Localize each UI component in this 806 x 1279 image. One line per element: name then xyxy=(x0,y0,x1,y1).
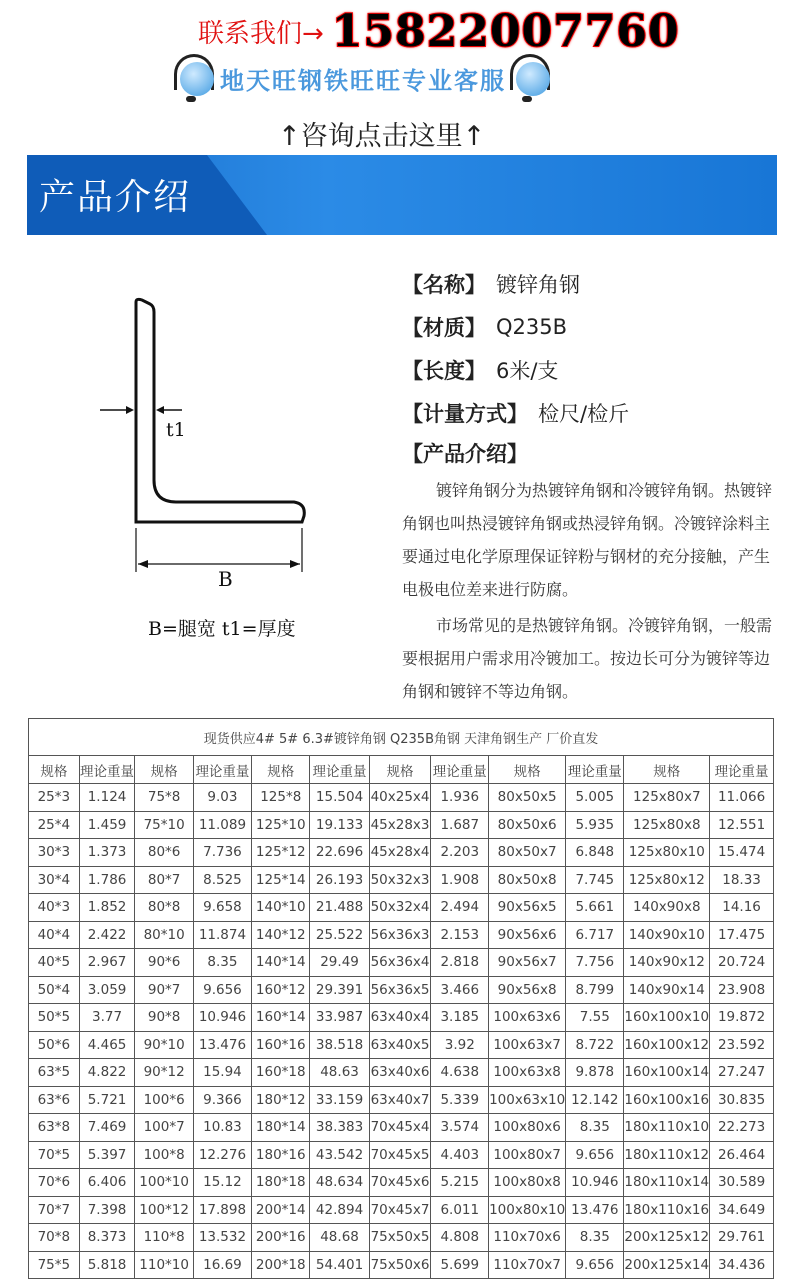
contact-banner[interactable] xyxy=(198,6,680,57)
weight-cell: 11.066 xyxy=(710,784,774,812)
spec-label: 【材质】 xyxy=(402,315,486,340)
table-row xyxy=(29,921,774,949)
spec-cell: 100x63x8 xyxy=(489,1059,566,1087)
weight-cell: 10.946 xyxy=(566,1169,624,1197)
spec-cell: 70x45x6 xyxy=(369,1169,431,1197)
spec-cell: 56x36x4 xyxy=(369,949,431,977)
table-row xyxy=(29,1004,774,1032)
weight-cell: 7.745 xyxy=(566,866,624,894)
weight-cell: 30.589 xyxy=(710,1169,774,1197)
weight-cell: 15.94 xyxy=(193,1059,251,1087)
spec-cell: 160x100x10 xyxy=(624,1004,710,1032)
spec-cell: 90*10 xyxy=(135,1031,193,1059)
qq-headset-icon xyxy=(172,52,218,104)
spec-cell: 125*8 xyxy=(252,784,310,812)
spec-cell: 125x80x12 xyxy=(624,866,710,894)
table-row xyxy=(29,1251,774,1279)
column-header: 规格 xyxy=(135,756,193,784)
phone-number[interactable]: 15822007760 xyxy=(331,6,680,57)
spec-cell: 110x70x7 xyxy=(489,1251,566,1279)
weight-cell: 1.852 xyxy=(79,894,135,922)
weight-cell: 34.436 xyxy=(710,1251,774,1279)
spec-cell: 63*8 xyxy=(29,1114,80,1142)
spec-value: 6米/支 xyxy=(496,358,559,383)
spec-cell: 125*14 xyxy=(252,866,310,894)
spec-cell: 160x100x16 xyxy=(624,1086,710,1114)
spec-cell: 125x80x10 xyxy=(624,839,710,867)
weight-cell: 8.525 xyxy=(193,866,251,894)
spec-cell: 200*14 xyxy=(252,1196,310,1224)
weight-cell: 1.124 xyxy=(79,784,135,812)
spec-cell: 70*8 xyxy=(29,1224,80,1252)
spec-cell: 50x32x4 xyxy=(369,894,431,922)
spec-cell: 70x45x7 xyxy=(369,1196,431,1224)
spec-cell: 140x90x12 xyxy=(624,949,710,977)
weight-cell: 9.656 xyxy=(566,1141,624,1169)
weight-cell: 17.898 xyxy=(193,1196,251,1224)
spec-cell: 100*8 xyxy=(135,1141,193,1169)
spec-cell: 110*8 xyxy=(135,1224,193,1252)
table-row xyxy=(29,1224,774,1252)
column-header: 规格 xyxy=(489,756,566,784)
weight-cell: 4.465 xyxy=(79,1031,135,1059)
weight-cell: 12.142 xyxy=(566,1086,624,1114)
spec-cell: 110*10 xyxy=(135,1251,193,1279)
spec-cell: 70*7 xyxy=(29,1196,80,1224)
spec-cell: 100*12 xyxy=(135,1196,193,1224)
table-row xyxy=(29,839,774,867)
weight-cell: 2.153 xyxy=(431,921,489,949)
weight-cell: 48.63 xyxy=(310,1059,369,1087)
column-header: 规格 xyxy=(252,756,310,784)
weight-cell: 2.818 xyxy=(431,949,489,977)
spec-cell: 30*4 xyxy=(29,866,80,894)
weight-cell: 15.12 xyxy=(193,1169,251,1197)
spec-length xyxy=(402,348,629,391)
spec-cell: 125*12 xyxy=(252,839,310,867)
weight-cell: 34.649 xyxy=(710,1196,774,1224)
weight-cell: 21.488 xyxy=(310,894,369,922)
weight-cell: 11.874 xyxy=(193,921,251,949)
weight-cell: 5.339 xyxy=(431,1086,489,1114)
service-text: 地天旺钢铁旺旺专业客服 xyxy=(220,66,506,95)
weight-cell: 12.551 xyxy=(710,811,774,839)
spec-cell: 180x110x10 xyxy=(624,1114,710,1142)
spec-cell: 100x63x10 xyxy=(489,1086,566,1114)
weight-cell: 27.247 xyxy=(710,1059,774,1087)
spec-cell: 40*5 xyxy=(29,949,80,977)
column-header: 理论重量 xyxy=(79,756,135,784)
weight-cell: 22.696 xyxy=(310,839,369,867)
weight-cell: 1.459 xyxy=(79,811,135,839)
spec-cell: 40*4 xyxy=(29,921,80,949)
weight-cell: 20.724 xyxy=(710,949,774,977)
table-row xyxy=(29,1196,774,1224)
weight-cell: 3.185 xyxy=(431,1004,489,1032)
spec-weight-table xyxy=(28,718,774,1279)
spec-cell: 75x50x5 xyxy=(369,1224,431,1252)
weight-cell: 25.522 xyxy=(310,921,369,949)
spec-cell: 80*7 xyxy=(135,866,193,894)
table-row xyxy=(29,1141,774,1169)
weight-cell: 1.786 xyxy=(79,866,135,894)
spec-cell: 56x36x3 xyxy=(369,921,431,949)
weight-cell: 9.658 xyxy=(193,894,251,922)
weight-cell: 15.474 xyxy=(710,839,774,867)
weight-cell: 23.908 xyxy=(710,976,774,1004)
weight-cell: 48.68 xyxy=(310,1224,369,1252)
spec-value: 检尺/检斤 xyxy=(538,401,630,426)
spec-cell: 63x40x4 xyxy=(369,1004,431,1032)
weight-cell: 1.373 xyxy=(79,839,135,867)
weight-cell: 14.16 xyxy=(710,894,774,922)
spec-cell: 80*8 xyxy=(135,894,193,922)
spec-cell: 200*18 xyxy=(252,1251,310,1279)
spec-cell: 160*14 xyxy=(252,1004,310,1032)
spec-cell: 56x36x5 xyxy=(369,976,431,1004)
spec-cell: 140x90x10 xyxy=(624,921,710,949)
spec-cell: 80x50x6 xyxy=(489,811,566,839)
spec-cell: 100x63x6 xyxy=(489,1004,566,1032)
spec-cell: 100x80x7 xyxy=(489,1141,566,1169)
spec-cell: 75*8 xyxy=(135,784,193,812)
spec-cell: 90x56x8 xyxy=(489,976,566,1004)
spec-cell: 200x125x12 xyxy=(624,1224,710,1252)
spec-cell: 45x28x4 xyxy=(369,839,431,867)
table-row xyxy=(29,811,774,839)
weight-cell: 6.848 xyxy=(566,839,624,867)
table-row xyxy=(29,1086,774,1114)
spec-cell: 45x28x3 xyxy=(369,811,431,839)
weight-cell: 19.872 xyxy=(710,1004,774,1032)
spec-cell: 75x50x6 xyxy=(369,1251,431,1279)
spec-cell: 80x50x8 xyxy=(489,866,566,894)
weight-cell: 16.69 xyxy=(193,1251,251,1279)
weight-cell: 1.936 xyxy=(431,784,489,812)
spec-cell: 100x80x8 xyxy=(489,1169,566,1197)
spec-cell: 90*12 xyxy=(135,1059,193,1087)
spec-cell: 140x90x8 xyxy=(624,894,710,922)
spec-value: 镀锌角钢 xyxy=(496,272,580,297)
spec-label: 【长度】 xyxy=(402,358,486,383)
weight-cell: 9.656 xyxy=(193,976,251,1004)
spec-cell: 180*16 xyxy=(252,1141,310,1169)
spec-cell: 100x80x6 xyxy=(489,1114,566,1142)
weight-cell: 5.721 xyxy=(79,1086,135,1114)
weight-cell: 3.92 xyxy=(431,1031,489,1059)
column-header: 规格 xyxy=(624,756,710,784)
weight-cell: 2.494 xyxy=(431,894,489,922)
weight-cell: 29.761 xyxy=(710,1224,774,1252)
width-label: B xyxy=(218,567,233,590)
qq-headset-icon xyxy=(508,52,554,104)
weight-cell: 6.406 xyxy=(79,1169,135,1197)
table-row xyxy=(29,784,774,812)
spec-cell: 125x80x7 xyxy=(624,784,710,812)
weight-cell: 5.397 xyxy=(79,1141,135,1169)
spec-cell: 50*4 xyxy=(29,976,80,1004)
weight-cell: 9.366 xyxy=(193,1086,251,1114)
spec-cell: 40x25x4 xyxy=(369,784,431,812)
table-row xyxy=(29,866,774,894)
column-header: 规格 xyxy=(369,756,431,784)
weight-cell: 3.466 xyxy=(431,976,489,1004)
weight-cell: 1.687 xyxy=(431,811,489,839)
spec-label: 【名称】 xyxy=(402,272,486,297)
weight-cell: 10.83 xyxy=(193,1114,251,1142)
weight-cell: 48.634 xyxy=(310,1169,369,1197)
section-banner xyxy=(27,155,777,235)
spec-cell: 50*5 xyxy=(29,1004,80,1032)
spec-cell: 90x56x7 xyxy=(489,949,566,977)
spec-cell: 63*5 xyxy=(29,1059,80,1087)
spec-cell: 63x40x5 xyxy=(369,1031,431,1059)
weight-cell: 19.133 xyxy=(310,811,369,839)
spec-cell: 100x80x10 xyxy=(489,1196,566,1224)
weight-cell: 10.946 xyxy=(193,1004,251,1032)
weight-cell: 43.542 xyxy=(310,1141,369,1169)
spec-cell: 200*16 xyxy=(252,1224,310,1252)
spec-cell: 50*6 xyxy=(29,1031,80,1059)
table-row xyxy=(29,894,774,922)
spec-cell: 160*16 xyxy=(252,1031,310,1059)
spec-cell: 180x110x16 xyxy=(624,1196,710,1224)
spec-cell: 80x50x7 xyxy=(489,839,566,867)
weight-cell: 23.592 xyxy=(710,1031,774,1059)
weight-cell: 7.469 xyxy=(79,1114,135,1142)
spec-label: 【计量方式】 xyxy=(402,401,528,426)
weight-cell: 3.77 xyxy=(79,1004,135,1032)
weight-cell: 8.35 xyxy=(566,1224,624,1252)
weight-cell: 30.835 xyxy=(710,1086,774,1114)
weight-cell: 38.383 xyxy=(310,1114,369,1142)
spec-cell: 100*10 xyxy=(135,1169,193,1197)
contact-label: 联系我们→ xyxy=(198,19,324,49)
spec-cell: 70x45x5 xyxy=(369,1141,431,1169)
column-header: 理论重量 xyxy=(431,756,489,784)
spec-cell: 30*3 xyxy=(29,839,80,867)
weight-cell: 13.532 xyxy=(193,1224,251,1252)
weight-cell: 11.089 xyxy=(193,811,251,839)
weight-cell: 13.476 xyxy=(193,1031,251,1059)
weight-cell: 3.059 xyxy=(79,976,135,1004)
weight-cell: 22.273 xyxy=(710,1114,774,1142)
column-header: 理论重量 xyxy=(566,756,624,784)
spec-cell: 160*12 xyxy=(252,976,310,1004)
spec-cell: 90x56x5 xyxy=(489,894,566,922)
weight-cell: 7.756 xyxy=(566,949,624,977)
spec-value: Q235B xyxy=(496,314,568,339)
weight-cell: 5.005 xyxy=(566,784,624,812)
weight-cell: 18.33 xyxy=(710,866,774,894)
weight-cell: 2.203 xyxy=(431,839,489,867)
spec-cell: 90x56x6 xyxy=(489,921,566,949)
table-row xyxy=(29,1059,774,1087)
spec-cell: 100*7 xyxy=(135,1114,193,1142)
spec-cell: 40*3 xyxy=(29,894,80,922)
weight-cell: 5.699 xyxy=(431,1251,489,1279)
spec-cell: 80x50x5 xyxy=(489,784,566,812)
weight-cell: 8.35 xyxy=(566,1114,624,1142)
spec-measure xyxy=(402,391,629,434)
column-header: 规格 xyxy=(29,756,80,784)
weight-cell: 9.878 xyxy=(566,1059,624,1087)
spec-cell: 160*18 xyxy=(252,1059,310,1087)
intro-paragraph-1: 镀锌角钢分为热镀锌角钢和冷镀锌角钢。热镀锌角钢也叫热浸镀锌角钢或热浸锌角钢。冷镀锌涂料主要通过电化学原理保证锌粉与钢材的充分接触，产生电极电位差来进行防腐。 xyxy=(402,481,773,599)
spec-cell: 63x40x6 xyxy=(369,1059,431,1087)
spec-cell: 63*6 xyxy=(29,1086,80,1114)
table-row xyxy=(29,1169,774,1197)
weight-cell: 42.894 xyxy=(310,1196,369,1224)
spec-cell: 100x63x7 xyxy=(489,1031,566,1059)
banner-title: 产品介绍 xyxy=(39,177,192,218)
weight-cell: 15.504 xyxy=(310,784,369,812)
spec-cell: 50x32x3 xyxy=(369,866,431,894)
spec-cell: 180x110x14 xyxy=(624,1169,710,1197)
spec-cell: 200x125x14 xyxy=(624,1251,710,1279)
spec-cell: 125x80x8 xyxy=(624,811,710,839)
weight-cell: 7.736 xyxy=(193,839,251,867)
weight-cell: 5.661 xyxy=(566,894,624,922)
weight-cell: 17.475 xyxy=(710,921,774,949)
weight-cell: 5.935 xyxy=(566,811,624,839)
weight-cell: 8.35 xyxy=(193,949,251,977)
spec-cell: 75*10 xyxy=(135,811,193,839)
weight-cell: 2.422 xyxy=(79,921,135,949)
weight-cell: 9.656 xyxy=(566,1251,624,1279)
spec-cell: 90*6 xyxy=(135,949,193,977)
spec-material xyxy=(402,305,629,348)
weight-cell: 33.159 xyxy=(310,1086,369,1114)
intro-paragraph-2: 市场常见的是热镀锌角钢。冷镀锌角钢，一般需要根据用户需求用冷镀加工。按边长可分为镀锌等边角钢和镀锌不等边角钢。 xyxy=(402,616,773,701)
spec-cell: 90*8 xyxy=(135,1004,193,1032)
table-row xyxy=(29,1114,774,1142)
spec-cell: 80*10 xyxy=(135,921,193,949)
spec-cell: 25*4 xyxy=(29,811,80,839)
weight-cell: 1.908 xyxy=(431,866,489,894)
spec-cell: 25*3 xyxy=(29,784,80,812)
weight-cell: 8.373 xyxy=(79,1224,135,1252)
table-row xyxy=(29,1031,774,1059)
weight-cell: 5.818 xyxy=(79,1251,135,1279)
customer-service-link[interactable] xyxy=(172,52,602,104)
intro-heading: 【产品介绍】 xyxy=(402,442,528,466)
weight-cell: 4.808 xyxy=(431,1224,489,1252)
table-row xyxy=(29,949,774,977)
spec-list xyxy=(402,262,629,434)
spec-cell: 70x45x4 xyxy=(369,1114,431,1142)
spec-cell: 110x70x6 xyxy=(489,1224,566,1252)
weight-cell: 4.403 xyxy=(431,1141,489,1169)
weight-cell: 8.722 xyxy=(566,1031,624,1059)
weight-cell: 54.401 xyxy=(310,1251,369,1279)
spec-cell: 160x100x14 xyxy=(624,1059,710,1087)
weight-cell: 7.398 xyxy=(79,1196,135,1224)
spec-cell: 180*14 xyxy=(252,1114,310,1142)
weight-cell: 2.967 xyxy=(79,949,135,977)
weight-cell: 12.276 xyxy=(193,1141,251,1169)
diagram-caption: B=腿宽 t1=厚度 xyxy=(148,618,296,640)
weight-cell: 29.49 xyxy=(310,949,369,977)
table-header-row xyxy=(29,756,774,784)
weight-cell: 29.391 xyxy=(310,976,369,1004)
spec-cell: 125*10 xyxy=(252,811,310,839)
spec-cell: 100*6 xyxy=(135,1086,193,1114)
weight-cell: 38.518 xyxy=(310,1031,369,1059)
spec-cell: 140*14 xyxy=(252,949,310,977)
spec-cell: 140*10 xyxy=(252,894,310,922)
spec-cell: 70*6 xyxy=(29,1169,80,1197)
weight-cell: 13.476 xyxy=(566,1196,624,1224)
angle-steel-diagram xyxy=(96,290,326,594)
weight-cell: 4.638 xyxy=(431,1059,489,1087)
spec-cell: 63x40x7 xyxy=(369,1086,431,1114)
spec-cell: 180*12 xyxy=(252,1086,310,1114)
spec-name xyxy=(402,262,629,305)
spec-cell: 140x90x14 xyxy=(624,976,710,1004)
spec-cell: 70*5 xyxy=(29,1141,80,1169)
weight-cell: 4.822 xyxy=(79,1059,135,1087)
spec-cell: 160x100x12 xyxy=(624,1031,710,1059)
weight-cell: 26.464 xyxy=(710,1141,774,1169)
consult-link[interactable]: ↑咨询点击这里↑ xyxy=(278,121,486,152)
weight-cell: 6.011 xyxy=(431,1196,489,1224)
spec-cell: 180*18 xyxy=(252,1169,310,1197)
weight-cell: 8.799 xyxy=(566,976,624,1004)
table-row xyxy=(29,976,774,1004)
weight-cell: 3.574 xyxy=(431,1114,489,1142)
thickness-label: t1 xyxy=(166,419,186,441)
spec-cell: 140*12 xyxy=(252,921,310,949)
spec-cell: 90*7 xyxy=(135,976,193,1004)
weight-cell: 33.987 xyxy=(310,1004,369,1032)
spec-cell: 80*6 xyxy=(135,839,193,867)
weight-cell: 6.717 xyxy=(566,921,624,949)
column-header: 理论重量 xyxy=(193,756,251,784)
weight-cell: 7.55 xyxy=(566,1004,624,1032)
column-header: 理论重量 xyxy=(310,756,369,784)
column-header: 理论重量 xyxy=(710,756,774,784)
weight-cell: 26.193 xyxy=(310,866,369,894)
spec-cell: 75*5 xyxy=(29,1251,80,1279)
weight-cell: 9.03 xyxy=(193,784,251,812)
weight-cell: 5.215 xyxy=(431,1169,489,1197)
spec-cell: 180x110x12 xyxy=(624,1141,710,1169)
table-caption: 现货供应4# 5# 6.3#镀锌角钢 Q235B角钢 天津角钢生产 厂价直发 xyxy=(29,719,774,756)
